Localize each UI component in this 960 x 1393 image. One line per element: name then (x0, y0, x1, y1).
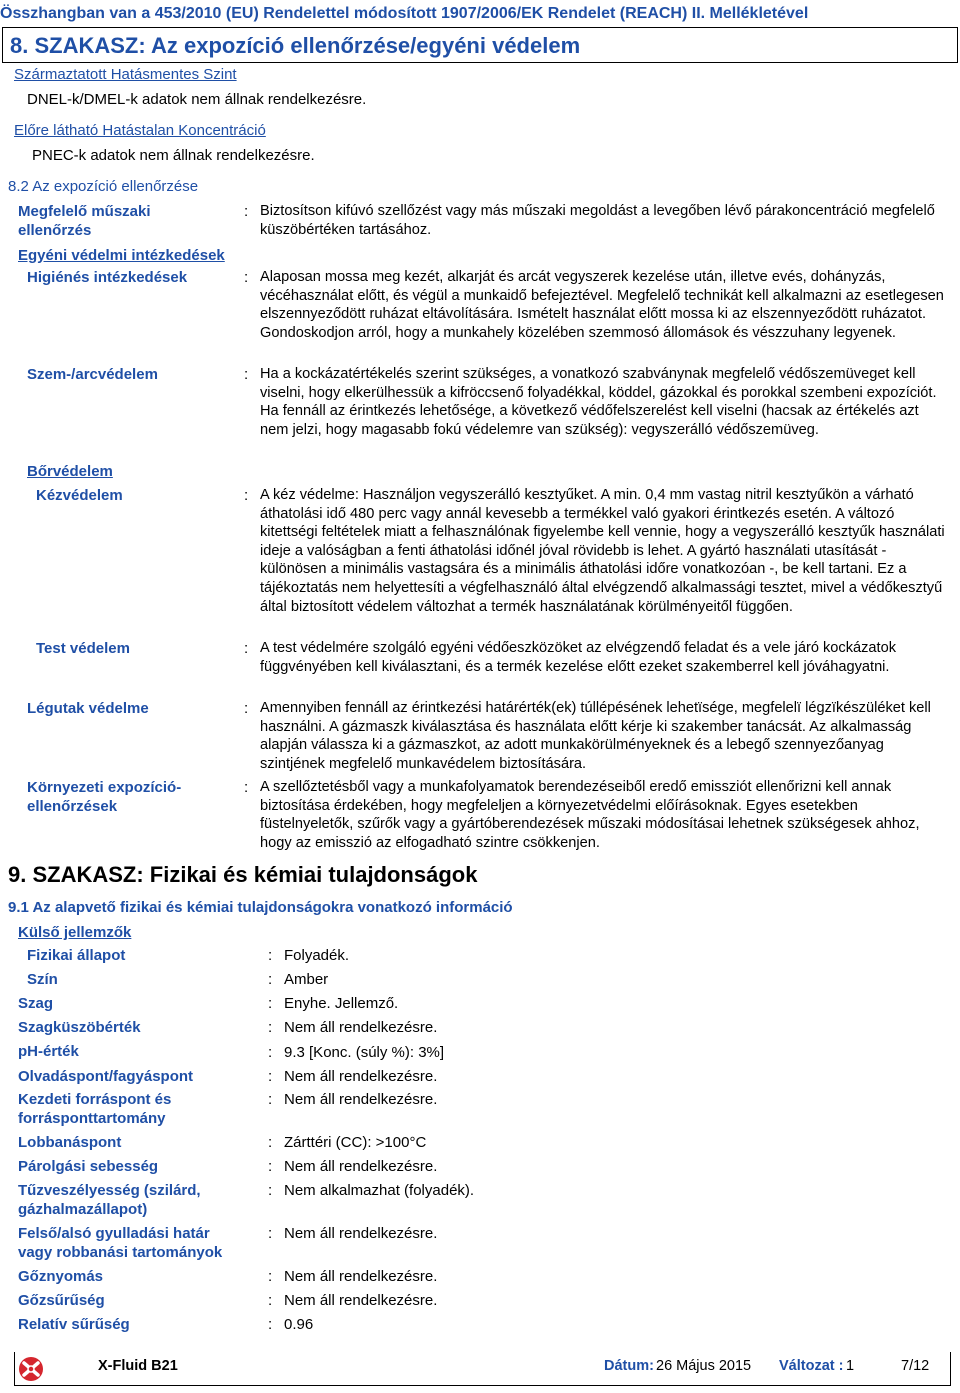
property-label: Tűzveszélyesség (szilárd, gázhalmazállapot) (18, 1182, 201, 1218)
colon: : (244, 269, 249, 286)
colon: : (268, 1019, 273, 1036)
section8-2-heading: 8.2 Az expozíció ellenőrzése (8, 178, 199, 195)
hand-protection-text: A kéz védelme: Használjon vegyszerálló kesztyűket. A min. 0,4 mm vastag nitril kesztyűkön a várható áthatolási idő 480 perc vagy annál kevesebb a termékkel való gyakori érintkezés esetén. A változó kitettségi feltételek miatt a felhasználónak figyelembe kell vennie, hogy a vegyszerálló kesztyűk használati ideje a valóságban a fenti áthatolási időnél jóval rövidebb is lehet. A gyártó használati utasítását - különösen a minimális vastagsára és a minimális áthatolási időre vonatkozóan -, be kell tartani. Ez a tájékoztatás nem helyettesíti a végfelhasználó által elvégzendő alkalmassági tesztet, mivel a védőkesztyű által biztosított védelem változhat a termék használatának körülményeitől függően. (260, 487, 945, 615)
property-value: Nem áll rendelkezésre. (284, 1019, 438, 1036)
body-protection-text: A test védelmére szolgáló egyéni védőeszközöket az elvégzendő feladat és a vele járó kockázatok függvényében kell kiválasztani, és a termék kezelése előtt ezeket szakemberrel kell jóváhagyatni. (260, 640, 897, 675)
colon: : (268, 971, 273, 988)
property-value: 0.96 (284, 1316, 314, 1333)
document-header: Összhangban van a 453/2010 (EU) Rendelettel módosított 1907/2006/EK Rendelet (REACH) II. Mellékletével (0, 5, 809, 22)
hygiene-text: Alaposan mossa meg kezét, alkarját és arcát vegyszerek kezelése után, illetve evés, dohányzás, vécéhasználat előtt, és végül a munkaidő befejeztével. Megfelelő technikát kell alkalmazni az esetlegesen elszennyeződött ruházat eltávolítására. Ismételt használat előtt mossa ki az elszennyeződött ruházatot. Gondoskodjon arról, hogy a munkahely közelében szemmosó állomások és vészzuhany legyenek. (260, 269, 944, 341)
property-value: Amber (284, 971, 329, 988)
property-label: Gőznyomás (18, 1268, 104, 1285)
property-label: Szag (18, 995, 54, 1012)
eye-face-text: Ha a kockázatértékelés szerint szükséges, a vonatkozó szabványnak megfelelő védőszemüveget kell viselni, hogy elkerülhessük a kifröccsenő folyadékkal, köddel, gázokkal és porokkal szembeni expozíciót. Ha fennáll az érintkezés lehetősége, a következő védőfelszerelést kell viselni (hacsak az értékelés azt nem jelzi, hogy magasabb fokú védelemre van szükség): vegyszerálló védőszemüveg. (260, 366, 937, 438)
colon: : (244, 779, 249, 796)
colon: : (244, 487, 249, 504)
property-value: Nem áll rendelkezésre. (284, 1225, 438, 1242)
skin-protection-heading: Bőrvédelem (27, 463, 113, 480)
colon: : (268, 1292, 273, 1309)
dnel-text: DNEL-k/DMEL-k adatok nem állnak rendelkezésre. (27, 91, 367, 108)
colon: : (244, 700, 249, 717)
property-label: Relatív sűrűség (18, 1316, 130, 1333)
property-label: Felső/alsó gyulladási határ vagy robbanási tartományok (18, 1225, 223, 1261)
section8-title: 8. SZAKASZ: Az expozíció ellenőrzése/egyéni védelem (10, 33, 581, 58)
property-label: Lobbanáspont (18, 1134, 122, 1151)
property-value: Folyadék. (284, 947, 350, 964)
pnec-text: PNEC-k adatok nem állnak rendelkezésre. (32, 147, 315, 164)
footer-version-label: Változat : (779, 1358, 844, 1374)
property-value: 9.3 [Konc. (súly %): 3%] (284, 1044, 445, 1061)
property-value: Nem áll rendelkezésre. (284, 1091, 438, 1108)
property-value: Enyhe. Jellemző. (284, 995, 399, 1012)
property-value: Nem áll rendelkezésre. (284, 1268, 438, 1285)
property-label: Olvadáspont/fagyáspont (18, 1068, 194, 1085)
engineering-controls-label: Megfelelő műszaki ellenőrzés (18, 203, 151, 239)
colon: : (244, 640, 249, 657)
body-protection-label: Test védelem (36, 640, 130, 657)
property-label: Párolgási sebesség (18, 1158, 159, 1175)
colon: : (268, 1068, 273, 1085)
respiratory-text: Amennyiben fennáll az érintkezési határérték(ek) túllépésének lehetïsége, megfelelï légzïkészüléket kell használni. A gázmaszk kiválasztása és használata előtt kérje ki szakember tanácsát. Az alkalmasság alapján válassza ki a gázmaszkot, az adott munkakörülményeknek és a lebegő szennyezőanyag szintjének megfelelő munkavédelem biztosítására. (260, 700, 931, 772)
environmental-label: Környezeti expozíció-ellenőrzések (27, 779, 182, 815)
colon: : (244, 203, 249, 220)
hygiene-label: Higiénés intézkedések (27, 269, 188, 286)
colon: : (268, 1091, 273, 1108)
colon: : (268, 1182, 273, 1199)
colon: : (268, 1268, 273, 1285)
colon: : (268, 1044, 273, 1061)
colon: : (268, 1316, 273, 1333)
footer-date: 26 Május 2015 (656, 1358, 752, 1374)
colon: : (268, 995, 273, 1012)
respiratory-label: Légutak védelme (27, 700, 149, 717)
property-label: pH-érték (18, 1043, 79, 1060)
section9-title: 9. SZAKASZ: Fizikai és kémiai tulajdonságok (8, 862, 478, 887)
property-value: Nem alkalmazhat (folyadék). (284, 1182, 475, 1199)
pnec-heading: Előre látható Hatástalan Koncentráció (14, 122, 266, 139)
footer-version: 1 (846, 1358, 855, 1374)
colon: : (268, 1225, 273, 1242)
colon: : (268, 1134, 273, 1151)
company-logo-icon (18, 1356, 44, 1382)
property-label: Kezdeti forráspont és forrásponttartomány (18, 1091, 172, 1127)
footer-date-label: Dátum: (604, 1358, 654, 1374)
colon: : (268, 947, 273, 964)
property-value: Nem áll rendelkezésre. (284, 1292, 438, 1309)
appearance-heading: Külső jellemzők (18, 924, 132, 941)
eye-face-label: Szem-/arcvédelem (27, 366, 158, 383)
property-value: Zárttéri (CC): >100°C (284, 1134, 427, 1151)
environmental-text: A szellőztetésből vagy a munkafolyamatok berendezéseiből eredő emissziót ellenőrizni kell annak biztosítása érdekében, hogy megfeleljen a környezetvédelmi előírásoknak. Egyes esetekben füstelnyeletők, szűrők vagy a gyártóberendezések műszaki módosításai lehetnek szükségesek ahhoz, hogy az emisszió az elfogadható szintre csökkenjen. (260, 779, 920, 851)
colon: : (244, 366, 249, 383)
property-label: Szagküszöbérték (18, 1019, 141, 1036)
property-label: Gőzsűrűség (18, 1292, 105, 1309)
footer-product: X-Fluid B21 (98, 1358, 178, 1374)
section9-1-heading: 9.1 Az alapvető fizikai és kémiai tulajdonságokra vonatkozó információ (8, 899, 513, 916)
property-value: Nem áll rendelkezésre. (284, 1068, 438, 1085)
engineering-controls-text: Biztosítson kifúvó szellőzést vagy más műszaki megoldást a levegőben lévő párakoncentráció megfelelő küszöbértéken tartásához. (260, 203, 935, 238)
footer-page-number: 7/12 (901, 1358, 930, 1374)
colon: : (268, 1158, 273, 1175)
property-label: Fizikai állapot (27, 947, 126, 964)
property-value: Nem áll rendelkezésre. (284, 1158, 438, 1175)
property-label: Szín (27, 971, 58, 988)
hand-protection-label: Kézvédelem (36, 487, 123, 504)
dnel-heading: Származtatott Hatásmentes Szint (14, 66, 237, 83)
personal-protection-heading: Egyéni védelmi intézkedések (18, 247, 225, 264)
